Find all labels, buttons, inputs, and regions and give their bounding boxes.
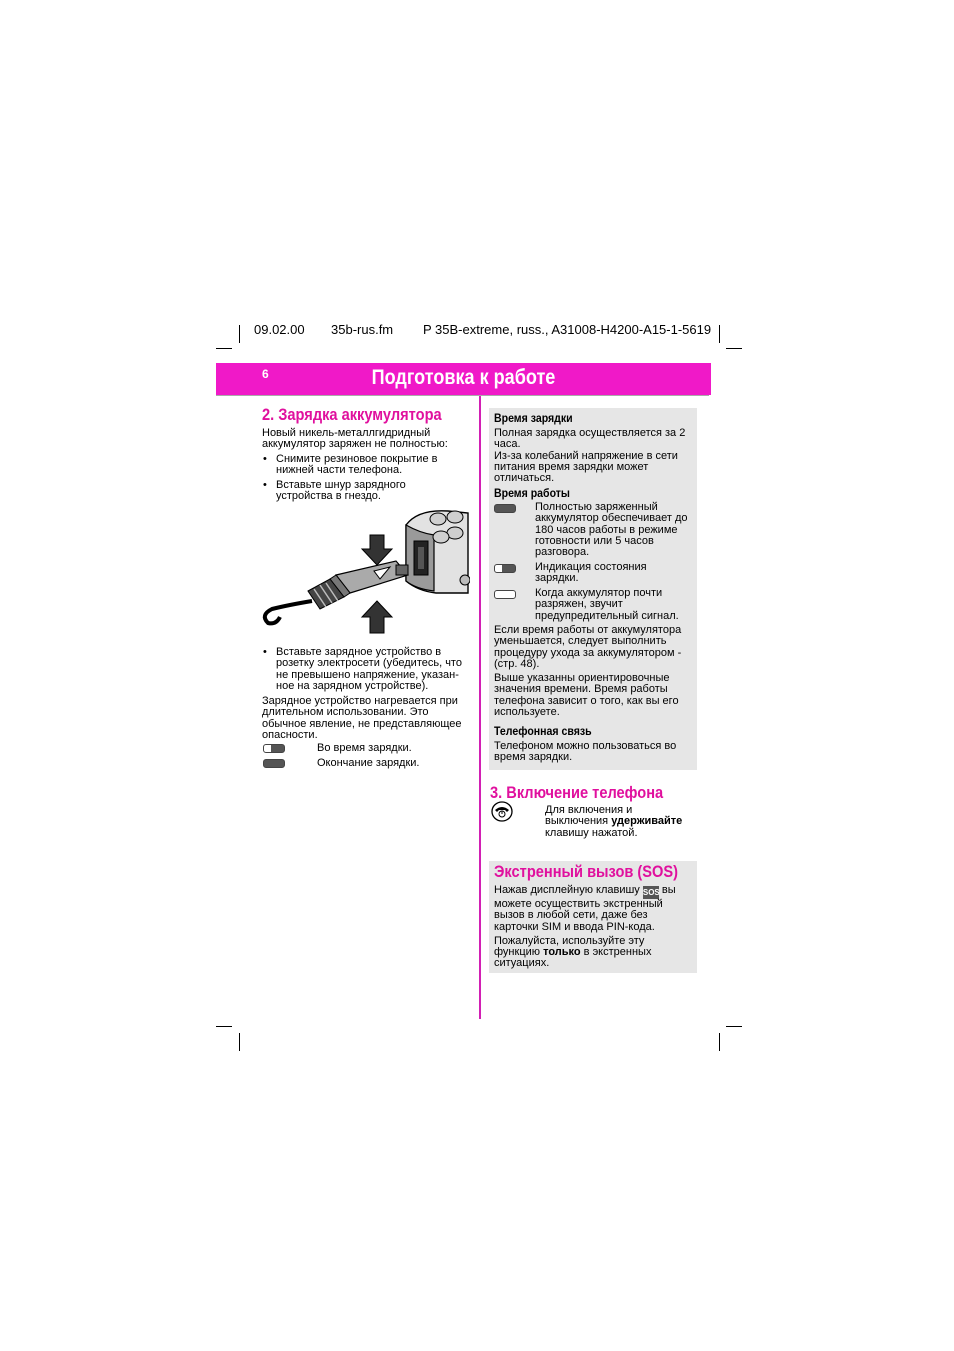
section-heading-power-on: 3. Включение телефона: [490, 783, 664, 802]
charging-label: Во время зарядки.: [317, 742, 412, 754]
section-heading-charging: 2. Зарядка аккумулятора: [262, 405, 442, 424]
divider: [216, 395, 709, 396]
phone-text: Телефоном можно пользоваться во время зарядки.: [494, 740, 677, 764]
title-banner: [216, 363, 711, 395]
maintenance-text: Если время работы от аккумулятора уменьшается, следует выполнить процедуру ухода за аккумулятором - (стр. 48).: [494, 624, 682, 670]
list-item: • Вставьте шнур зарядного устройства в гнездо.: [263, 479, 406, 503]
heading-phone: Телефонная связь: [494, 724, 592, 738]
approx-text: Выше указанны ориентировочные значения времени. Время работы телефона зависит о того, как вы его используете.: [494, 672, 679, 718]
crop-mark: [726, 1026, 742, 1027]
intro-text: Новый никель-металлгидридный аккумулятор заряжен не полностью:: [262, 427, 448, 451]
crop-mark: [216, 1026, 232, 1027]
list-item: • Вставьте зарядное устройство в розетку электросети (убедитесь, что не превышено напряжение, указан- ное на зарядном устройстве).: [263, 646, 462, 692]
battery-full-icon: [263, 759, 285, 768]
header-file: 35b-rus.fm: [331, 322, 394, 337]
battery-half-icon: [494, 564, 516, 573]
crop-mark: [719, 1033, 720, 1051]
charge-time-text: Полная зарядка осуществляется за 2 часа. Из-за колебаний напряжение в сети питания время зарядки может отличаться.: [494, 427, 686, 485]
power-key-icon: [491, 801, 513, 822]
page-number: 6: [262, 367, 269, 381]
header-doc-id: P 35B-extreme, russ., A31008-H4200-A15-1-5619: [423, 322, 712, 337]
section-heading-sos: Экстренный вызов (SOS): [494, 862, 679, 881]
header-date: 09.02.00: [254, 322, 305, 337]
battery-full-text: Полностью заряженный аккумулятор обеспечивает до 180 часов работы в режиме готовности или 5 часов разговора.: [535, 501, 688, 559]
crop-mark: [719, 325, 720, 343]
battery-low-text: Когда аккумулятор почти разряжен, звучит предупредительный сигнал.: [535, 587, 679, 622]
heading-operating-time: Время работы: [494, 486, 570, 500]
battery-status-text: Индикация состояния зарядки.: [535, 561, 647, 585]
charger-illustration: [258, 505, 470, 643]
crop-mark: [239, 1033, 240, 1051]
list-item: • Снимите резиновое покрытие в нижней части телефона.: [263, 453, 438, 477]
sos-text: Нажав дисплейную клавишу SOS вы можете осуществить экстренный вызов в любой сети, даже без карточки SIM и ввода PIN-кода. Пожалуйста, используйте эту функцию только в экстренных ситуациях.: [494, 884, 676, 970]
crop-mark: [726, 348, 742, 349]
heading-charge-time: Время зарядки: [494, 411, 573, 425]
crop-mark: [239, 325, 240, 343]
column-divider: [479, 396, 481, 1019]
battery-charging-icon: [263, 744, 285, 753]
page-title: Подготовка к работе: [371, 366, 556, 389]
power-on-text: Для включения и выключения удерживайте клавишу нажатой.: [545, 804, 683, 839]
sos-key-icon: SOS: [642, 888, 660, 897]
crop-mark: [216, 348, 232, 349]
done-label: Окончание зарядки.: [317, 757, 420, 769]
battery-empty-icon: [494, 590, 516, 599]
battery-full-icon: [494, 504, 516, 513]
note-text: Зарядное устройство нагревается при длительном использовании. Это обычное явление, не представляющее опасности.: [262, 695, 462, 741]
